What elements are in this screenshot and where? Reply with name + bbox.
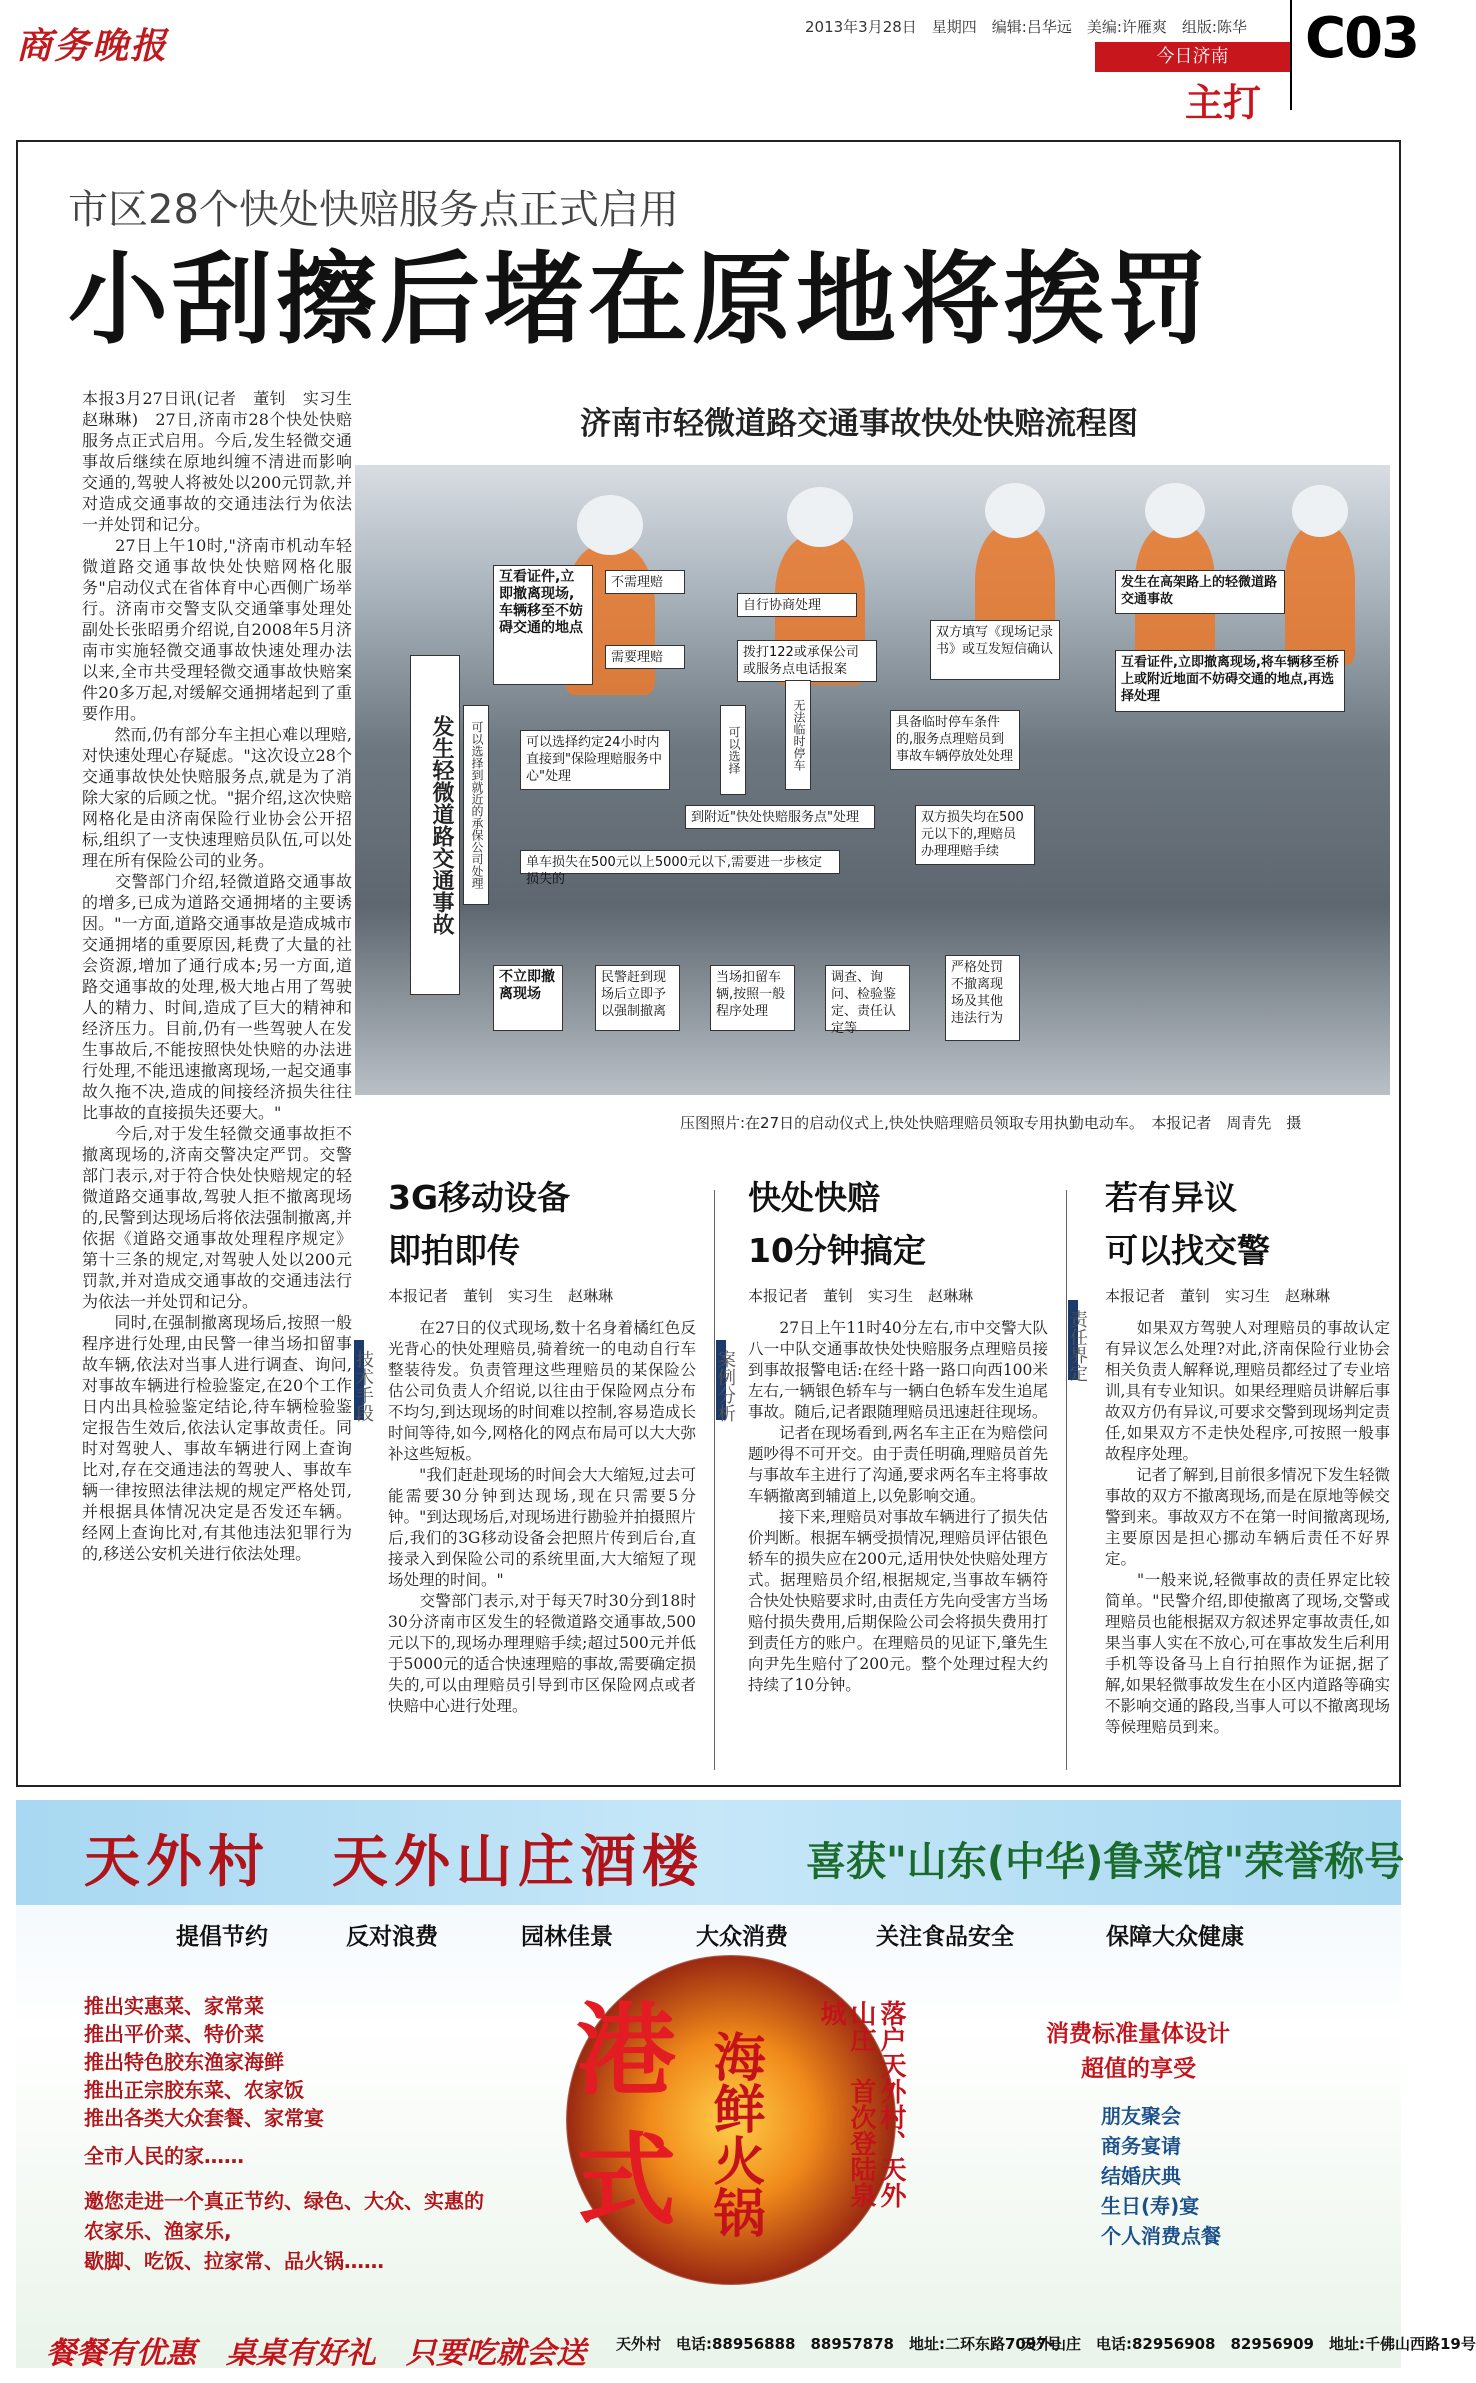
ad-footer-slogan: 餐餐有优惠 桌桌有好礼 只要吃就会送 bbox=[46, 2336, 586, 2371]
sub3-tag: 责任界定 bbox=[1067, 1310, 1088, 1382]
flow-call-122: 拨打122或承保公司或服务点电话报案 bbox=[737, 640, 877, 682]
ad-restaurant-name: 天外村 天外山庄酒楼 bbox=[84, 1829, 704, 1895]
ad-slogan: 保障大众健康 bbox=[1106, 1924, 1244, 1950]
masthead bbox=[0, 0, 1417, 150]
flow-expressway: 发生在高架路上的轻微道路交通事故 bbox=[1115, 570, 1285, 614]
flow-no-parking: 无法临时停车 bbox=[785, 680, 811, 790]
sub3-title: 若有异议 bbox=[1105, 1178, 1237, 1217]
ad-hotpot-title: 海鲜火锅 bbox=[704, 2030, 764, 2238]
flow-mutual-check: 互看证件,立即撤离现场,车辆移至不妨碍交通的地点 bbox=[493, 565, 593, 685]
flow-both-agree: 双方损失均在500元以下的,理赔员办理理赔手续 bbox=[915, 805, 1035, 865]
flowchart-title: 济南市轻微道路交通事故快处快赔流程图 bbox=[580, 406, 1138, 442]
rider-figure bbox=[1285, 525, 1355, 665]
ad-big-character: 式 bbox=[576, 2122, 676, 2239]
section-title: 主打 bbox=[1185, 81, 1262, 125]
flow-no-leave: 不立即撤离现场 bbox=[493, 965, 563, 1031]
flow-fill-form: 双方填写《现场记录书》或互发短信确认 bbox=[930, 620, 1060, 680]
ad-big-character: 港 bbox=[576, 1992, 676, 2109]
ad-left-item: 全市人民的家…… bbox=[84, 2144, 244, 2168]
ad-slogan: 关注食品安全 bbox=[876, 1924, 1014, 1950]
sub2-tag: 案例分析 bbox=[715, 1350, 736, 1422]
column-divider bbox=[1066, 1190, 1067, 1770]
ad-news-vertical: 落户天外村、天外山庄 首次登陆泉城 bbox=[816, 2000, 906, 2208]
ad-invite-line: 农家乐、渔家乐, bbox=[84, 2219, 232, 2243]
header-divider bbox=[1290, 0, 1292, 110]
article-lead-body: 本报3月27日讯(记者 董钊 实习生 赵琳琳) 27日,济南市28个快处快赔服务点正式启用。今后,发生轻微交通事故后继续在原地纠缠不清进而影响交通的,驾驶人将被处以200元罚款,并对造成交通事故的交通违法行为依法一并处罚和记分。 27日上午10时,"济南市机动车轻微道路交通事故快处快赔网格化服务"启动仪式在省体育中心西侧广场举行。济南市交警支队交通肇事处理处副处长张昭勇介绍说,自2008年5月济南市实施轻微交通事故快速处理办法以来,全市共受理轻微交通事故快赔案件20多万起,对缓解交通拥堵起到了重要作用。 然而,仍有部分车主担心难以理赔,对快速处理心存疑虑。"这次设立28个交通事故快处快赔服务点,就是为了消除大家的后顾之忧。"据介绍,这次快赔网格化是由济南保险行业协会公开招标,组织了一支快速理赔员队伍,可以处理在所有保险公司的业务。 交警部门介绍,轻微道路交通事故的增多,已成为道路交通拥堵的主要诱因。"一方面,道路交通事故是造成城市交通拥堵的重要原因,耗费了大量的社会资源,增加了通行成本;另一方面,道路交通事故的处理,极大地占用了驾驶人的精力、时间,造成了巨大的精神和经济压力。目前,仍有一些驾驶人在发生事故后,不能按照快处快赔的办法进行处理,不能迅速撤离现场,一起交通事故久拖不决,造成的间接经济损失往往比事故的直接损失还要大。" 今后,对于发生轻微交通事故拒不撤离现场的,济南交警决定严罚。交警部门表示,对于符合快处快赔规定的轻微道路交通事故,驾驶人拒不撤离现场的,民警到达现场后将依法强制撤离,并依据《道路交通事故处理程序规定》第十三条的规定,对驾驶人处以200元罚款,并对造成交通事故的交通违法行为依法一并处罚和记分。 同时,在强制撤离现场后,按照一般程序进行处理,由民警一律当场扣留事故车辆,依法对当事人进行调查、询问,对事故车辆进行检验鉴定,在20个工作日内出具检验鉴定结论,待车辆检验鉴定报告生效后,依法认定事故责任。同时对驾驶人、事故车辆进行网上查询比对,存在交通违法的驾驶人、事故车辆一律按照法律法规的规定严格处罚,并根据具体情况决定是否发还车辆。经网上查询比对,有其他违法犯罪行为的,移送公安机关进行依法处理。 bbox=[82, 389, 352, 1563]
ad-right-item: 朋友聚会 bbox=[1101, 2104, 1181, 2128]
sub3-body: 如果双方驾驶人对理赔员的事故认定有异议怎么处理?对此,济南保险行业协会相关负责人解释说,理赔员都经过了专业培训,具有专业知识。如果经理赔员讲解后事故双方仍有异议,可要求交警到现场判定责任,如果双方不走快处程序,可按照一般事故程序处理。 记者了解到,目前很多情况下发生轻微事故的双方不撤离现场,而是在原地等候交警到来。事故双方不在第一时间撤离现场,主要原因是担心挪动车辆后责任不好界定。 "一般来说,轻微事故的责任界定比较简单。"民警介绍,即使撤离了现场,交警或理赔员也能根据双方叙述界定事故责任,如果当事人实在不放心,可在事故发生后利用手机等设备马上自行拍照作为证据,据了解,如果轻微事故发生在小区内道路等确实不影响交通的路段,当事人可以不撤离现场等候理赔员到来。 bbox=[1105, 1319, 1390, 1736]
flow-choose: 可以选择 bbox=[720, 705, 746, 795]
ad-left-item: 推出平价菜、特价菜 bbox=[84, 2022, 264, 2046]
article-subhead: 市区28个快处快赔服务点正式启用 bbox=[68, 187, 679, 233]
sub2-subtitle: 10分钟搞定 bbox=[748, 1231, 926, 1270]
helmet-shape bbox=[985, 483, 1045, 538]
sub1-body: 在27日的仪式现场,数十名身着橘红色反光背心的快处理赔员,骑着统一的电动自行车整装待发。负责管理这些理赔员的某保险公估公司负责人介绍说,以往由于保险网点分布不均匀,到达现场的时间难以控制,容易造成长时间等待,如今,网格化的网点布局可以大大弥补这些短板。 "我们赶赴现场的时间会大大缩短,过去可能需要30分钟到达现场,现在只需要5分钟。"到达现场后,对现场进行勘验并拍摄照片后,我们的3G移动设备会把照片传到后台,直接录入到保险公司的系统里面,大大缩短了现场处理的时间。" 交警部门表示,对于每天7时30分到18时30分济南市区发生的轻微道路交通事故,500元以下的,现场办理理赔手续;超过500元并低于5000元的适合快速理赔的事故,需要确定损失的,可以由理赔员引导到市区保险网点或者快赔中心进行处理。 bbox=[388, 1319, 696, 1715]
flow-go-point: 到附近"快处快赔服务点"处理 bbox=[685, 805, 875, 829]
sub3-subtitle: 可以找交警 bbox=[1105, 1231, 1270, 1270]
dateline: 2013年3月28日 星期四 编辑:吕华远 美编:许雁爽 组版:陈华 bbox=[805, 18, 1247, 36]
article-headline: 小刮擦后堵在原地将挨罚 bbox=[68, 241, 1212, 358]
column-divider bbox=[714, 1190, 715, 1770]
restaurant-advertisement bbox=[16, 1800, 1476, 2371]
helmet-shape bbox=[1145, 483, 1205, 538]
ad-left-item: 推出实惠菜、家常菜 bbox=[84, 1994, 264, 2018]
flow-investigate: 调查、询问、检验鉴定、责任认定等 bbox=[825, 965, 910, 1031]
flow-need-claim: 需要理赔 bbox=[605, 645, 685, 669]
ad-contact-tianwaicun: 天外村 电话:88956888 88957878 地址:二环东路7097号 bbox=[616, 2335, 1062, 2353]
ad-right-item: 生日(寿)宴 bbox=[1101, 2194, 1200, 2218]
ad-left-item: 推出各类大众套餐、家常宴 bbox=[84, 2106, 324, 2130]
helmet-shape bbox=[787, 487, 853, 547]
flow-punish: 严格处罚不撤离现场及其他违法行为 bbox=[945, 955, 1020, 1041]
sub1-title: 3G移动设备 bbox=[388, 1178, 571, 1217]
flow-expressway-action: 互看证件,立即撤离现场,将车辆移至桥上或附近地面不妨碍交通的地点,再选择处理 bbox=[1115, 650, 1345, 712]
sub1-subtitle: 即拍即传 bbox=[388, 1231, 520, 1270]
helmet-shape bbox=[1292, 485, 1348, 537]
ad-right-item: 个人消费点餐 bbox=[1101, 2224, 1221, 2248]
flow-police-arrive: 民警赶到现场后立即予以强制撤离 bbox=[595, 965, 680, 1031]
flow-within-24h: 可以选择约定24小时内直接到"保险理赔服务中心"处理 bbox=[520, 730, 670, 790]
sub2-byline: 本报记者 董钊 实习生 赵琳琳 bbox=[748, 1287, 974, 1305]
ad-slogan: 大众消费 bbox=[696, 1924, 788, 1950]
ad-honor: 喜获"山东(中华)鲁菜馆"荣誉称号 bbox=[806, 1839, 1405, 1885]
flow-self-settle: 自行协商处理 bbox=[737, 593, 857, 617]
ad-left-item: 推出正宗胶东菜、农家饭 bbox=[84, 2078, 304, 2102]
ad-left-item: 推出特色胶东渔家海鲜 bbox=[84, 2050, 284, 2074]
flow-nearest-point: 可以选择到就近的承保公司处理 bbox=[463, 705, 489, 905]
flow-single-loss: 单车损失在500元以上5000元以下,需要进一步核定损失的 bbox=[520, 850, 840, 874]
newspaper-logo: 商务晚报 bbox=[16, 25, 169, 67]
ad-standard: 消费标准量体设计 bbox=[1046, 2021, 1230, 2047]
ad-right-item: 结婚庆典 bbox=[1101, 2164, 1181, 2188]
sub2-body: 27日上午11时40分左右,市中交警大队八一中队交通事故快处快赔服务点理赔员接到事故报警电话:在经十路一路口向西100米左右,一辆银色轿车与一辆白色轿车发生追尾事故。随后,记者跟随理赔员迅速赶往现场。 记者在现场看到,两名车主正在为赔偿问题吵得不可开交。由于责任明确,理赔员首先与事故车主进行了沟通,要求两名车主将事故车辆撤离到辅道上,以免影响交通。 接下来,理赔员对事故车辆进行了损失估价判断。根据车辆受损情况,理赔员评估银色轿车的损失应在200元,适用快处快赔处理方式。据理赔员介绍,根据规定,当事故车辆符合快处快赔要求时,由责任方先向受害方当场赔付损失费用,后期保险公司会将损失费用打到责任方的账户。在理赔员的见证下,肇先生向尹先生赔付了200元。整个处理过程大约持续了10分钟。 bbox=[748, 1319, 1048, 1694]
flow-detain: 当场扣留车辆,按照一般程序处理 bbox=[710, 965, 795, 1031]
ad-slogan: 反对浪费 bbox=[346, 1924, 438, 1950]
ad-slogan: 园林佳景 bbox=[521, 1924, 613, 1950]
ad-invite-line: 歇脚、吃饭、拉家常、品火锅…… bbox=[84, 2249, 384, 2273]
flow-parking-ok: 具备临时停车条件的,服务点理赔员到事故车辆停放处处理 bbox=[890, 710, 1020, 770]
sub1-byline: 本报记者 董钊 实习生 赵琳琳 bbox=[388, 1287, 614, 1305]
ad-standard-sub: 超值的享受 bbox=[1081, 2056, 1196, 2082]
photo-caption: 压图照片:在27日的启动仪式上,快处快赔理赔员领取专用执勤电动车。 本报记者 周青先 摄 bbox=[680, 1114, 1302, 1132]
flowchart-photo bbox=[355, 465, 1390, 1095]
flow-start: 发生轻微道路交通事故 bbox=[410, 655, 460, 995]
sub1-tag: 技术手段 bbox=[353, 1350, 374, 1422]
ad-right-item: 商务宴请 bbox=[1101, 2134, 1181, 2158]
page-number: C03 bbox=[1305, 6, 1419, 71]
ad-invite-line: 邀您走进一个真正节约、绿色、大众、实惠的 bbox=[84, 2189, 484, 2213]
ad-contact-shanzhuang: 天外山庄 电话:82956908 82956909 地址:千佛山西路19号 bbox=[1021, 2335, 1476, 2353]
flow-no-claim: 不需理赔 bbox=[605, 570, 685, 594]
sub2-title: 快处快赔 bbox=[748, 1178, 880, 1217]
sub3-byline: 本报记者 董钊 实习生 赵琳琳 bbox=[1105, 1287, 1331, 1305]
ad-slogan: 提倡节约 bbox=[176, 1924, 268, 1950]
section-tag: 今日济南 bbox=[1095, 42, 1290, 72]
helmet-shape bbox=[577, 495, 643, 555]
